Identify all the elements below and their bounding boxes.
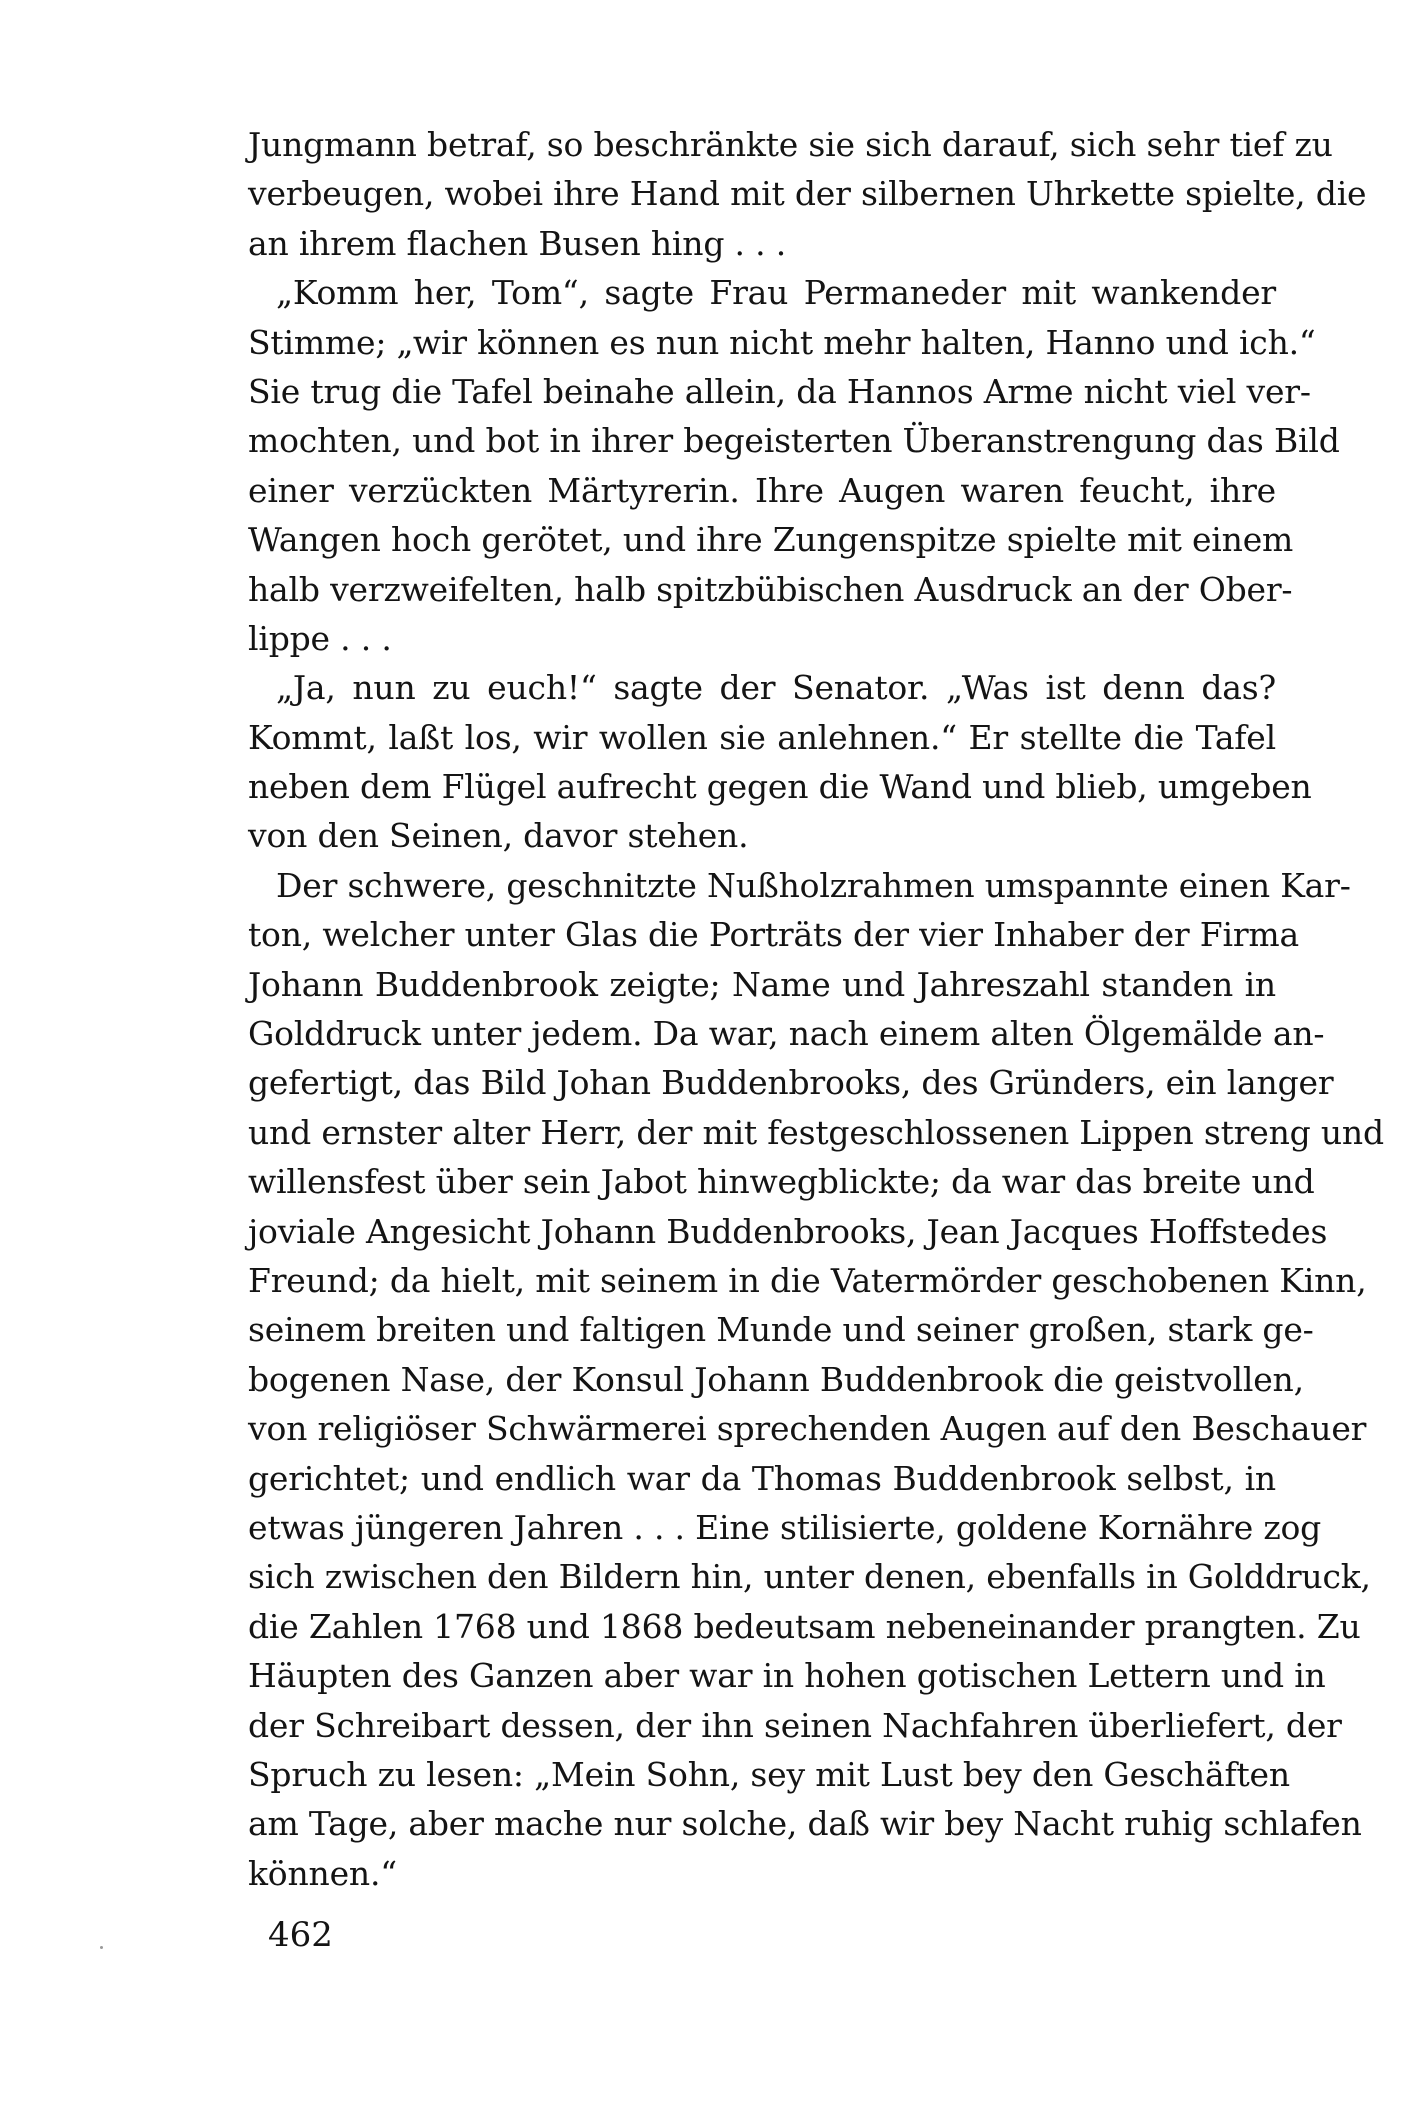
- text-line: lippe . . .: [248, 618, 392, 658]
- text-line: Jungmann betraf, so beschränkte sie sich darauf, sich sehr tief zu: [248, 125, 1333, 164]
- text-line: können.“: [248, 1853, 397, 1893]
- body-text: [248, 120, 1384, 1898]
- text-line: und ernster alter Herr, der mit festgeschlossenen Lippen streng und: [248, 1112, 1384, 1152]
- text-line: joviale Angesicht Johann Buddenbrooks, Jean Jacques Hoffstedes: [248, 1211, 1328, 1251]
- text-line: Häupten des Ganzen aber war in hohen gotischen Lettern und in: [248, 1656, 1326, 1696]
- text-line: Sie trug die Tafel beinahe allein, da Hannos Arme nicht viel ver-: [248, 371, 1311, 411]
- text-line: von religiöser Schwärmerei sprechenden Augen auf den Beschauer: [248, 1409, 1367, 1449]
- text-line: etwas jüngeren Jahren . . . Eine stilisierte, goldene Kornähre zog: [248, 1507, 1322, 1547]
- text-line: seinem breiten und faltigen Munde und seiner großen, stark ge-: [248, 1310, 1314, 1350]
- text-line: die Zahlen 1768 und 1868 bedeutsam nebeneinander prangten. Zu: [248, 1606, 1361, 1646]
- text-line: verbeugen, wobei ihre Hand mit der silbernen Uhrkette spielte, die: [248, 174, 1367, 214]
- text-line: einer verzückten Märtyrerin. Ihre Augen waren feucht, ihre: [248, 470, 1276, 510]
- text-line: Kommt, laßt los, wir wollen sie anlehnen.“ Er stellte die Tafel: [248, 717, 1276, 757]
- text-line: Golddruck unter jedem. Da war, nach einem alten Ölgemälde an-: [248, 1014, 1325, 1054]
- text-line: gerichtet; und endlich war da Thomas Buddenbrook selbst, in: [248, 1458, 1276, 1498]
- text-line: neben dem Flügel aufrecht gegen die Wand und blieb, umgeben: [248, 767, 1312, 807]
- text-line: Stimme; „wir können es nun nicht mehr halten, Hanno und ich.“: [248, 322, 1316, 362]
- text-line: Der schwere, geschnitzte Nußholzrahmen umspannte einen Kar-: [276, 865, 1351, 905]
- text-line: am Tage, aber mache nur solche, daß wir bey Nacht ruhig schlafen: [248, 1804, 1362, 1844]
- page-number: 462: [268, 1915, 333, 1955]
- text-line: „Ja, nun zu euch!“ sagte der Senator. „Was ist denn das?: [276, 668, 1276, 708]
- paper-speck: [100, 1946, 103, 1949]
- text-line: willensfest über sein Jabot hinwegblickte; da war das breite und: [248, 1162, 1315, 1202]
- text-line: bogenen Nase, der Konsul Johann Buddenbrook die geistvollen,: [248, 1359, 1304, 1399]
- text-line: ton, welcher unter Glas die Porträts der vier Inhaber der Firma: [248, 915, 1299, 955]
- text-line: von den Seinen, davor stehen.: [248, 816, 749, 856]
- text-line: der Schreibart dessen, der ihn seinen Nachfahren überliefert, der: [248, 1705, 1342, 1745]
- text-line: Wangen hoch gerötet, und ihre Zungenspitze spielte mit einem: [248, 520, 1294, 560]
- text-line: an ihrem flachen Busen hing . . .: [248, 223, 786, 263]
- text-line: Spruch zu lesen: „Mein Sohn, sey mit Lust bey den Geschäften: [248, 1754, 1290, 1794]
- text-line: mochten, und bot in ihrer begeisterten Überanstrengung das Bild: [248, 421, 1340, 461]
- text-line: Freund; da hielt, mit seinem in die Vatermörder geschobenen Kinn,: [248, 1260, 1367, 1300]
- text-line: sich zwischen den Bildern hin, unter denen, ebenfalls in Golddruck,: [248, 1557, 1371, 1597]
- text-line: Johann Buddenbrook zeigte; Name und Jahreszahl standen in: [248, 964, 1276, 1004]
- text-line: gefertigt, das Bild Johan Buddenbrooks, des Gründers, ein langer: [248, 1063, 1334, 1103]
- text-line: halb verzweifelten, halb spitzbübischen Ausdruck an der Ober-: [248, 569, 1293, 609]
- text-line: „Komm her, Tom“, sagte Frau Permaneder mit wankender: [276, 273, 1276, 313]
